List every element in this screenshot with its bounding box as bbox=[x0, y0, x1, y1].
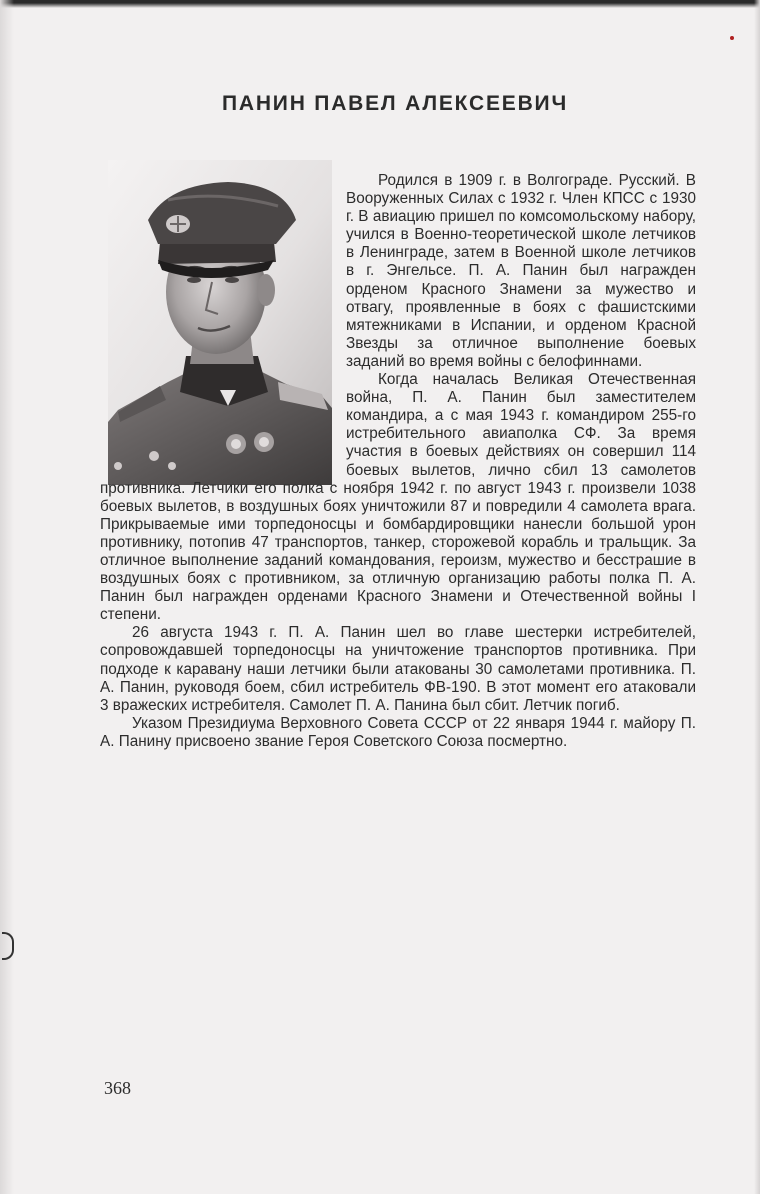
spine-shadow bbox=[0, 0, 14, 1200]
paragraph-last-battle: 26 августа 1943 г. П. А. Панин шел во главе шестерки истребителей, сопровождавшей торпедоносцы на уничтожение транспортов противника. При подходе к каравану наши летчики были атакованы 30 самолетами противника. П. А. Панин, руководя боем, сбил истребитель ФВ-190. В этот момент его атаковали 3 вражеских истребителя. Самолет П. А. Панина был сбит. Летчик погиб. bbox=[100, 624, 696, 714]
page-title: ПАНИН ПАВЕЛ АЛЕКСЕЕВИЧ bbox=[221, 92, 569, 115]
paragraph-award: Указом Президиума Верховного Совета СССР от 22 января 1944 г. майору П. А. Панину присвоено звание Героя Советского Союза посмертно. bbox=[100, 714, 696, 750]
top-page-edge bbox=[0, 0, 760, 8]
ink-speck bbox=[730, 36, 734, 40]
biography-text bbox=[100, 172, 696, 751]
page-number: 368 bbox=[104, 1078, 131, 1098]
right-page-edge bbox=[754, 0, 760, 1200]
paragraph-war-service: Когда началась Великая Отечественная война, П. А. Панин был заместителем командира, а с мая 1943 г. командиром 255-го истребительного авиаполка СФ. За время участия в боевых действиях он совершил 114 боевых вылетов, лично сбил 13 самолетов противника. Летчики его полка с ноября 1942 г. по август 1943 г. произвели 1038 боевых вылетов, в воздушных боях уничтожили 87 и повредили 4 самолета врага. Прикрываемые ими торпедоносцы и бомбардировщики нанесли большой урон противнику, потопив 47 транспортов, танкер, сторожевой корабль и тральщик. За отличное выполнение заданий командования, героизм, мужество и бесстрашие в воздушных боях с противником, за отличную организацию работы полка П. А. Панин был награжден орденами Красного Знамени и Отечественной войны I степени. bbox=[100, 371, 696, 624]
photo-wrap-spacer bbox=[100, 172, 346, 472]
paragraph-early-life: Родился в 1909 г. в Волгограде. Русский. В Вооруженных Силах с 1932 г. Член КПСС с 1930 г. В авиацию пришел по комсомольскому набору, учился в Военно-теоретической школе летчиков в Ленинграде, затем в Военной школе летчиков в г. Энгельсе. П. А. Панин был награжден орденом Красного Знамени за мужество и отвагу, проявленные в боях с фашистскими мятежниками в Испании, и орденом Красной Звезды за отличное выполнение боевых заданий во время войны с белофиннами. bbox=[346, 172, 696, 370]
bottom-page-edge bbox=[0, 1194, 760, 1200]
